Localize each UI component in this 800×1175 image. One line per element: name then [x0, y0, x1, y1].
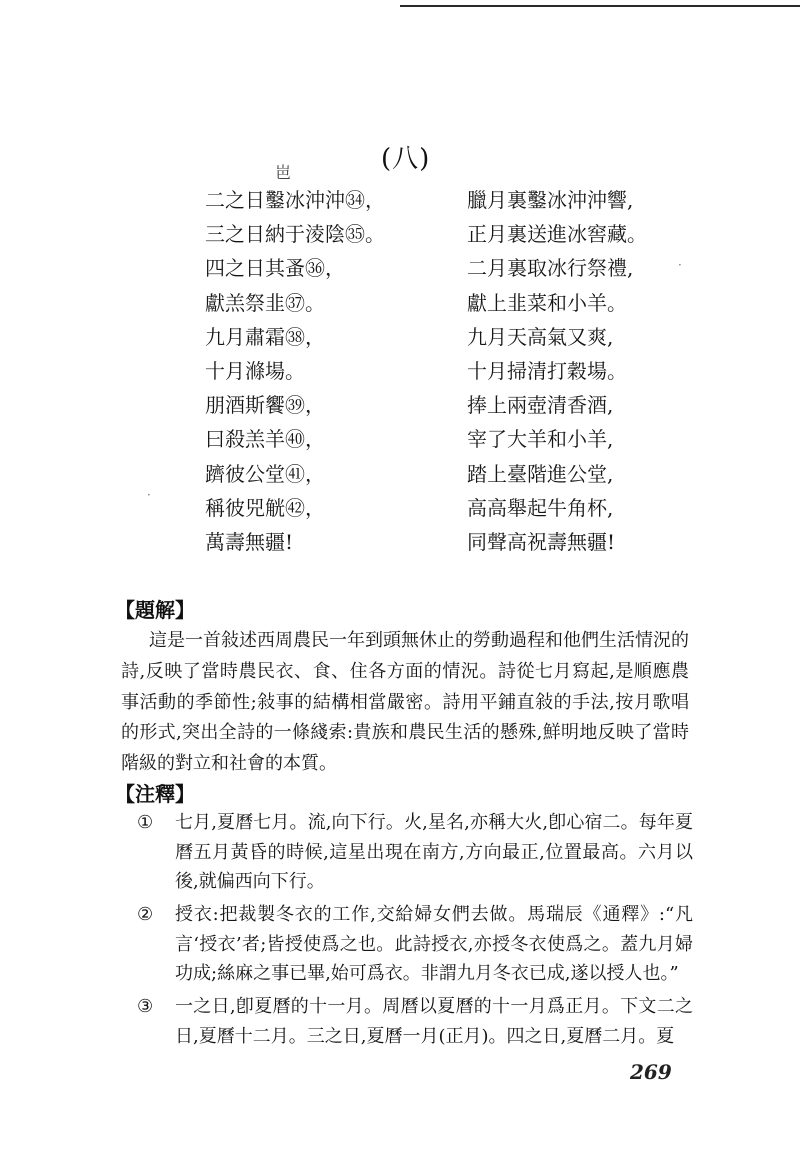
tijie-paragraph — [121, 626, 689, 780]
poem-line: 稱彼兕觥㊷， — [205, 495, 325, 520]
print-speck: · — [678, 258, 682, 272]
note-number: ② — [137, 904, 154, 925]
tijie-heading: 【題解】 — [115, 598, 195, 622]
translation-line: 踏上臺階進公堂, — [467, 461, 614, 486]
translation-line: 二月裏取冰行祭禮, — [467, 256, 634, 281]
translation-line: 捧上兩壺清香酒, — [467, 393, 614, 418]
print-speck: · — [147, 488, 151, 502]
note-text: 授衣:把裁製冬衣的工作,交給婦女們去做。馬瑞辰《通釋》:“凡言‘授衣’者;皆授使爲之也。此詩授衣,亦授冬衣使爲之。蓋九月婦功成;絲麻之事已畢,始可爲衣。非謂九月冬衣已成,遂以授人也。” — [175, 904, 693, 984]
poem-original-column — [205, 183, 385, 559]
poem-line: 獻羔祭韭㊲。 — [205, 290, 325, 315]
poem-line: 三之日納于淩陰㉟。 — [205, 222, 385, 247]
poem-line: 十月滌場。 — [205, 358, 305, 383]
translation-line: 十月掃清打穀場。 — [467, 358, 627, 383]
annotation-note — [137, 900, 697, 989]
poem-line: 朋酒斯饗㊴， — [205, 393, 325, 418]
poem-line: 躋彼公堂㊶， — [205, 461, 325, 486]
poem-line: 曰殺羔羊㊵， — [205, 427, 325, 452]
note-text: 七月,夏曆七月。流,向下行。火,星名,亦稱大火,卽心宿二。每年夏曆五月黃昏的時候,這星出現在南方,方向最正,位置最高。六月以後,就偏西向下行。 — [175, 812, 693, 892]
poem-line: 四之日其蚤㊱， — [205, 256, 345, 281]
translation-line: 九月天高氣又爽, — [467, 324, 614, 349]
note-number: ① — [137, 812, 154, 833]
page-number: 269 — [630, 1060, 672, 1084]
poem-line: 萬壽無疆! — [205, 529, 294, 554]
translation-line: 同聲高祝壽無疆! — [467, 529, 616, 554]
zhushi-heading: 【注釋】 — [115, 782, 195, 806]
translation-line: 臘月裏鑿冰沖沖響, — [467, 188, 634, 212]
tijie-text: 這是一首敍述西周農民一年到頭無休止的勞動過程和他們生活情況的詩,反映了當時農民衣、食、住各方面的情況。詩從七月寫起,是順應農事活動的季節性;敍事的結構相當嚴密。詩用平鋪直敍的手法,按月歌唱的形式,突出全詩的一條綫索:貴族和農民生活的懸殊,鮮明地反映了當時階級的對立和社會的本質。 — [121, 630, 689, 775]
annotation-note — [137, 808, 697, 897]
translation-line: 宰了大羊和小羊, — [467, 427, 614, 452]
translation-line: 高高舉起牛角杯, — [467, 495, 614, 520]
poem-line: 二之日鑿冰沖沖㉞， — [205, 188, 385, 212]
top-rule — [400, 5, 800, 7]
poem-translation-column — [467, 183, 647, 559]
section-title: (八) — [381, 144, 431, 174]
translation-line: 獻上韭菜和小羊。 — [467, 290, 627, 315]
note-text: 一之日,卽夏曆的十一月。周曆以夏曆的十一月爲正月。下文二之日,夏曆十二月。三之日,夏曆一月(正月)。四之日,夏曆二月。夏 — [175, 996, 693, 1047]
poem-line: 九月肅霜㊳， — [205, 324, 325, 349]
annotation-note — [137, 992, 697, 1051]
handwritten-mark: 岜 — [275, 163, 292, 182]
note-number: ③ — [137, 996, 154, 1017]
translation-line: 正月裏送進冰窖藏。 — [467, 222, 647, 247]
